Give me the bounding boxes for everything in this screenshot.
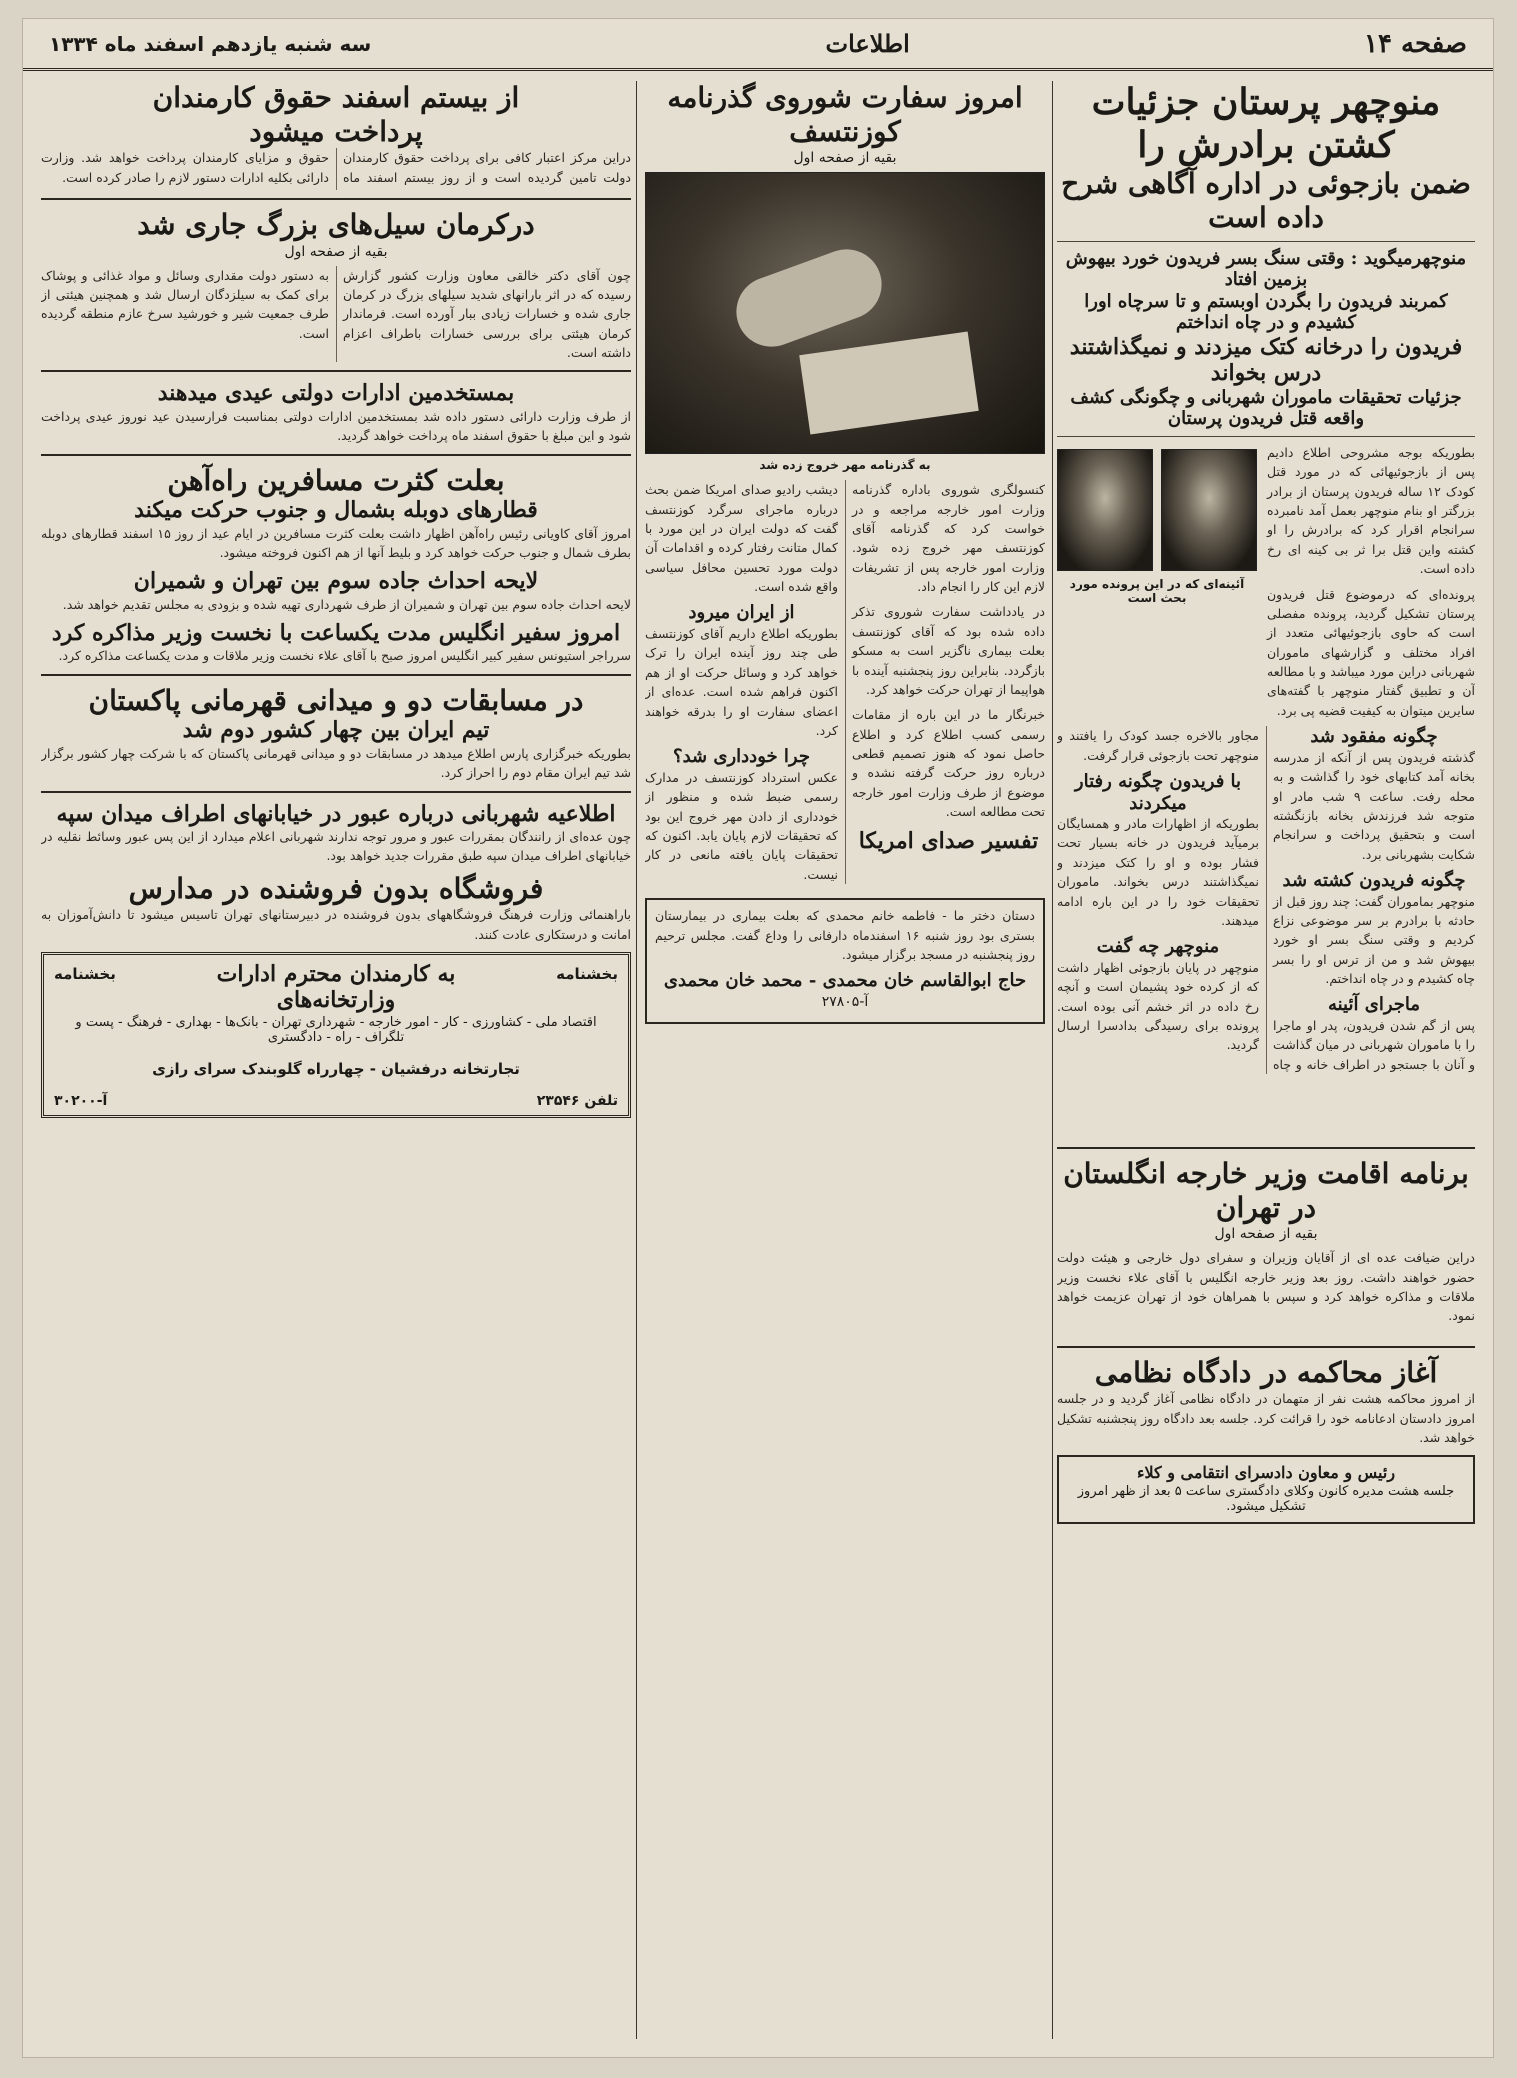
right-lower	[1057, 1139, 1475, 2039]
deck-line: جزئیات تحقیقات ماموران شهربانی و چگونگی کشف واقعه قتل فریدون پرستان	[1070, 386, 1462, 430]
divider	[41, 370, 631, 372]
middle-story-columns	[645, 480, 1045, 884]
divider	[41, 791, 631, 793]
divider	[1057, 1346, 1475, 1348]
article-headline: بعلت کثرت مسافرین راه‌آهن	[167, 463, 505, 497]
divider	[41, 674, 631, 676]
section-subheading: با فریدون چگونه رفتار میکردند	[1074, 770, 1242, 814]
ad-text: اقتصاد ملی - کشاورزی - کار - امور خارجه - شهرداری تهران - بانک‌ها - بهداری - فرهنگ - پست و تلگراف - راه - دادگستری	[75, 1015, 597, 1046]
article-headline: آغاز محاکمه در دادگاه نظامی	[1094, 1355, 1438, 1389]
article-columns	[41, 266, 631, 363]
portrait-photo	[1057, 449, 1153, 571]
masthead	[23, 19, 1493, 71]
obituary-signature: حاج ابوالقاسم خان محمدی - محمد خان محمدی	[663, 970, 1027, 992]
continued-note: بقیه از صفحه اول	[284, 243, 388, 260]
main-headline: منوچهر پرستان جزئیات کشتن برادرش را	[1091, 81, 1441, 167]
portrait-block	[1057, 443, 1257, 726]
divider	[41, 454, 631, 456]
photo-caption: آئینه‌ای که در این پرونده مورد بحث است	[1069, 576, 1245, 605]
section-subheading: ماجرای آئینه	[1327, 994, 1421, 1016]
article-text: باراهنمائی وزارت فرهنگ فروشگاههای بدون فروشنده در دبیرستانهای تهران تاسیس میشود تا دانش‌آموزان به امانت و درستکاری عادت کنند.	[41, 907, 631, 942]
divider	[41, 198, 631, 200]
obituary-text: دستان دختر ما - فاطمه خانم محمدی که بعلت بیماری در بیمارستان بستری بود روز شنبه ۱۶ اسفندماه دارفانی را وداع گفت. مجلس ترحیم روز پنجشنبه در مسجد برگزار میشود.	[655, 908, 1036, 962]
photo-passport	[799, 332, 978, 435]
article-text: امروز آقای کاویانی رئیس راه‌آهن اظهار داشت بعلت کثرت مسافرین در ایام عید از روز ۱۵ اسفند قطارهای دوبله بطرف شمال و جنوب حرکت خواهد کرد و بلیط آنها از هم اکنون فروخته میشود.	[41, 525, 631, 560]
divider	[1057, 436, 1475, 437]
article-text: چون عده‌ای از رانندگان بمقررات عبور و مرور توجه ندارند شهربانی اعلام میدارد از این پس عبور وسائط نقلیه در خیابانهای اطراف میدان سپه طبق مقررات جدید خواهد بود.	[41, 828, 631, 864]
article-headline: قطارهای دوبله بشمال و جنوب حرکت میکند	[134, 497, 538, 524]
story-text	[1267, 443, 1475, 726]
article-headline: پرداخت میشود	[249, 114, 423, 148]
article-headline: فروشگاه بدون فروشنده در مدارس	[128, 871, 544, 905]
ad-title: به کارمندان محترم ادارات	[216, 961, 456, 988]
continued-note: بقیه از صفحه اول	[793, 150, 897, 167]
middle-column	[645, 81, 1045, 2041]
ad-tag: بخشنامه	[556, 965, 618, 984]
section-subheading: منوچهر چه گفت	[1096, 936, 1220, 958]
issue-date: سه شنبه یازدهم اسفند ماه ۱۳۳۴	[49, 31, 372, 56]
article-text: بطوریکه اطلاع داریم آقای کوزنتسف طی چند روز آینده ایران را ترک خواهد کرد و وسائل حرکت او از هم اکنون فراهم شده است. عده‌ای از اعضای سفارت او را بدرقه خواهند کرد.	[645, 626, 838, 738]
ad-tag: بخشنامه	[54, 965, 116, 984]
ad-code: آ-۳۰۲۰۰	[54, 1093, 108, 1110]
article-text: دراین مرکز اعتبار کافی برای پرداخت حقوق کارمندان دولت تامین گردیده است و از روز بیستم اسفند ماه حقوق و مزایای کارمندان پرداخت خواهد شد. وزارت دارائی بکلیه ادارات دستور لازم را صادر کرده است.	[41, 150, 631, 185]
deck-line: منوچهرمیگوید : وقتی سنگ بسر فریدون خورد بیهوش بزمین افتاد	[1065, 247, 1467, 291]
divider	[1057, 1147, 1475, 1149]
article-text: پرونده‌ای که درموضوع قتل فریدون پرستان تشکیل گردید، پرونده مفصلی است که حاوی بازجوئیهائی متعدد از افراد مختلف و گزارشهای ماموران شهربانی دراین مورد میباشد و با مطالعه آن و تطبیق گفتار منوچهر با گفته‌های سایرین میتوان به کیفیت قضیه پی برد.	[1267, 586, 1475, 718]
article-text: پس از گم شدن فریدون، پدر او ماجرا را با ماموران شهربانی در میان گذاشت و آنان با جستجو در اطراف خانه و چاه مجاور بالاخره جسد کودک را یافتند و منوچهر تحت بازجوئی قرار گرفت.	[1057, 728, 1475, 1072]
article-text: بطوریکه بوجه مشروحی اطلاع دادیم پس از بازجوئیهائی که در مورد قتل کودک ۱۲ ساله فریدون پرستان از برادر بزرگتر او بنام منوچهر بعمل آمد نامبرده سرانجام اقرار کرد که برادرش را او کشته واین قتل برا ثر بی کینه ای رخ داده است.	[1267, 444, 1475, 577]
article-headline: لایحه احداث جاده سوم بین تهران و شمیران	[133, 568, 539, 595]
page-number: صفحه ۱۴	[1364, 28, 1467, 59]
paper-name: اطلاعات	[825, 29, 910, 58]
article-text: از امروز محاکمه هشت نفر از متهمان در دادگاه نظامی آغاز گردید و در جلسه امروز دادستان ادعانامه خود را قرائت کرد. جلسه بعد دادگاه روز پنجشنبه تشکیل خواهد شد.	[1057, 1391, 1475, 1446]
right-column	[1057, 81, 1475, 1151]
article-headline: از بیستم اسفند حقوق کارمندان	[152, 81, 520, 114]
article-text: دراین ضیافت عده ای از آقایان وزیران و سفرای دول خارجی و هیئت دولت حضور خواهند داشت. روز بعد وزیر خارجه انگلیس با آقای علاء نخست وزیر ملاقات و مذاکره خواهد کرد و سپس با همراهان خود از تهران عزیمت خواهد نمود.	[1057, 1250, 1475, 1324]
ad-address: تجارتخانه درفشیان - چهارراه گلوبندک سرای رازی	[152, 1060, 520, 1079]
article-headline: برنامه اقامت وزیر خارجه انگلستان در تهران	[1063, 1157, 1469, 1224]
ad-code: آ-۲۷۸۰۵	[821, 993, 869, 1010]
portraits	[1057, 449, 1257, 571]
article-text: کنسولگری شوروی باداره گذرنامه وزارت امور خارجه مراجعه و در خواست کرد که گذرنامه آقای کوزنتسف مهر خروج زده شود. وزارت امور خارجه پس از تشریفات لازم این کار را انجام داد.	[852, 482, 1045, 595]
deck-line: کمربند فریدون را بگردن اوبستم و تا سرچاه اورا کشیدم و در چاه انداختم	[1084, 290, 1448, 334]
section-subheading: تفسیر صدای امریکا	[858, 827, 1039, 854]
article-headline: تیم ایران بین چهار کشور دوم شد	[182, 717, 490, 744]
article-text: خبرنگار ما در این باره از مقامات رسمی کسب اطلاع کرد و اطلاع حاصل نمود که هنوز تصمیم قطعی درباره روز حرکت گرفته نشده و موضوع از طرف وزارت امور خارجه تحت مطالعه است.	[852, 707, 1045, 820]
article-text: از طرف وزارت دارائی دستور داده شد بمستخدمین ادارات دولتی بمناسبت فرارسیدن عید نوروز عیدی پرداخت شود و این مبلغ با حقوق اسفند ماه پرداخت خواهد گردید.	[41, 408, 631, 444]
ad-title: وزارتخانه‌های	[276, 987, 396, 1014]
portrait-photo	[1161, 449, 1257, 571]
article-headline: بمستخدمین ادارات دولتی عیدی میدهند	[157, 380, 515, 407]
article-text: در یادداشت سفارت شوروی تذکر داده شده بود که آقای کوزنتسف بعلت بیماری ناگزیر است به مسکو بازگردد. بنابراین روز پنجشنبه آینده با هواپیما از تهران حرکت خواهد کرد.	[852, 604, 1045, 697]
article-text: چون آقای دکتر خالقی معاون وزارت کشور گزارش رسیده که در اثر بارانهای شدید سیلهای بزرگ در کرمان جاری شده و خسارات زیادی ببار آورده است. فرماندار کرمان هیئتی برای بررسی خسارات باطراف اعزام داشته است.	[343, 267, 631, 361]
newspaper-page	[22, 18, 1494, 2058]
article-headline: اطلاعیه شهربانی درباره عبور در خیابانهای اطراف میدان سپه	[56, 800, 616, 827]
article-headline: درکرمان سیل‌های بزرگ جاری شد	[137, 207, 535, 241]
divider	[1057, 241, 1475, 242]
notice-box	[1057, 1455, 1475, 1524]
section-subheading: چرا خودداری شد؟	[673, 746, 810, 768]
column-rule	[636, 81, 637, 2039]
photo-caption: به گذرنامه مهر خروج زده شد	[759, 458, 931, 473]
left-column	[41, 81, 631, 2041]
story-columns	[1057, 726, 1475, 1074]
article-columns	[41, 148, 631, 190]
obituary-box	[645, 898, 1045, 1024]
article-text: سرراجر استیونس سفیر کبیر انگلیس امروز صبح با آقای علاء نخست وزیر ملاقات و مدت یکساعت مذاکره کرد.	[58, 648, 631, 664]
article-text: منوچهر در پایان بازجوئی اظهار داشت که از کرده خود پشیمان است و آنچه رخ داده در اثر خشم آنی بوده است. پرونده برای رسیدگی بدادسرا ارسال گردید.	[1057, 959, 1259, 1053]
article-headline: در مسابقات دو و میدانی قهرمانی پاکستان	[88, 683, 584, 717]
article-text: لایحه احداث جاده سوم بین تهران و شمیران از طرف شهرداری تهیه شده و بزودی به مجلس تقدیم خواهد شد.	[62, 596, 631, 612]
section-subheading: از ایران میرود	[688, 602, 795, 624]
section-subheading: چگونه مفقود شد	[1310, 726, 1438, 748]
ad-contact	[54, 1093, 618, 1109]
article-text: دیشب رادیو صدای امریکا ضمن بحث درباره ماجرای سرگرد کوزنتسف گفت که دولت ایران در این مورد با کمال متانت رفتار کرده و اقدامات آن دولت مورد تحسین محافل سیاسی واقع شده است.	[645, 482, 838, 595]
ad-phone: تلفن ۲۳۵۴۶	[536, 1093, 618, 1110]
news-photo	[645, 172, 1045, 454]
photo-hand	[727, 240, 892, 357]
story-top	[1057, 443, 1475, 726]
deck-line: فریدون را درخانه کتک میزدند و نمیگذاشتند درس بخواند	[1069, 333, 1463, 387]
article-text: بطوریکه خبرگزاری پارس اطلاع میدهد در مسابقات دو و میدانی قهرمانی پاکستان که با شرکت چهار کشور برگزار شد تیم ایران مقام دوم را احراز کرد.	[41, 745, 631, 781]
article-text: به دستور دولت مقداری وسائل و مواد غذائی و پوشاک برای کمک به سیلزدگان ارسال شد و همچنین هیئتی از طرف جمعیت شیر و خورشید سرخ عازم منطقه گردیده است.	[41, 267, 329, 341]
article-headline: امروز سفارت شوروی گذرنامه کوزنتسف	[667, 81, 1023, 148]
ad-header	[54, 961, 618, 987]
section-subheading: چگونه فریدون کشته شد	[1282, 870, 1466, 891]
advertisement-box	[41, 952, 631, 1118]
article-headline: امروز سفیر انگلیس مدت یکساعت با نخست وزیر مذاکره کرد	[51, 620, 621, 647]
column-rule	[1052, 81, 1053, 2039]
article-text: عکس استرداد کوزنتسف در مدارک رسمی ضبط شده و منظور از خودداری از دادن مهر خروج این بود که تحقیقات لازم پایان یابد. اکنون که تحقیقات پایان یافته مانعی در کار نیست.	[645, 769, 838, 882]
notice-title: رئیس و معاون دادسرای انتقامی و کلاء	[1136, 1463, 1396, 1483]
main-subheadline: ضمن بازجوئی در اداره آگاهی شرح داده است	[1061, 167, 1471, 234]
notice-text: جلسه هشت مدیره کانون وکلای دادگستری ساعت ۵ بعد از ظهر امروز تشکیل میشود.	[1077, 1484, 1455, 1515]
article-text: گذشته فریدون پس از آنکه از مدرسه بخانه آمد کتابهای خود را گذاشت و به محله رفت. ساعت ۹ شب مادر او متوجه شد فرزندش بخانه بازنگشته است و بتحقیق پرداخت و سرانجام شکایت بشهربانی برد.	[1273, 749, 1475, 862]
article-text: منوچهر بماموران گفت: چند روز قبل از حادثه با برادرم بر سر موضوعی نزاع کردیم و وقتی سنگ بسر او خورد بیهوش شد و من از ترس او را بسر چاه کشیدم و در چاه انداختم.	[1273, 893, 1475, 987]
article-text: بطوریکه از اظهارات مادر و همسایگان برمیآید فریدون در خانه بسیار تحت فشار بوده و او را کتک میزدند و نمیگذاشتند درس بخواند. ماموران تحقیقات خود را در این باره ادامه میدهند.	[1057, 816, 1259, 928]
continued-note: بقیه از صفحه اول	[1214, 1226, 1318, 1243]
